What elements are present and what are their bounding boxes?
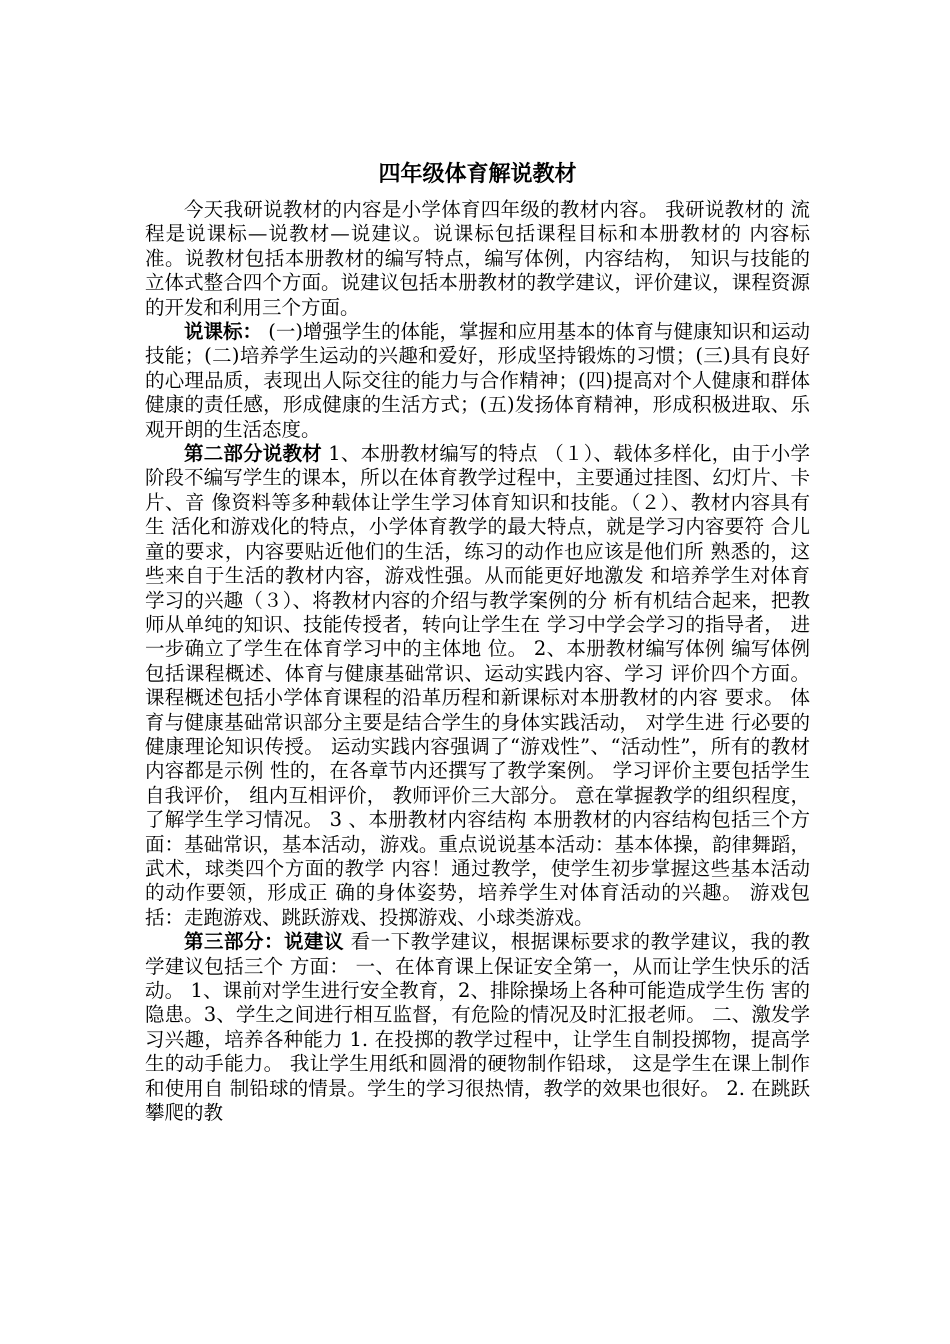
intro-paragraph bbox=[145, 198, 810, 320]
paragraph-text: 1、本册教材编写的特点 （１）、载体多样化，由于小学阶段不编写学生的课本，所以在体育教学过程中，主要通过挂图、幻灯片、卡片、音 像资料等多种载体让学生学习体育知识和技能。（２）、教材内容具有生 活化和游戏化的特点，小学体育教学的最大特点，就是学习内容要符 合儿童的要求，内容要贴近他们的生活，练习的动作也应该是他们所 熟悉的，这些来自于生活的教材内容，游戏性强。从而能更好地激发 和培养学生对体育学习的兴趣（３）、将教材内容的介绍与教学案例的分 析有机结合起来，把教师从单纯的知识、技能传授者，转向让学生在 学习中学会学习的指导者， 进一步确立了学生在体育学习中的主体地 位。 2、本册教材编写体例 编写体例包括课程概述、体育与健康基础常识、运动实践内容、学习 评价四个方面。 课程概述包括小学体育课程的沿革历程和新课标对本册教材的内容 要求。 体育与健康基础常识部分主要是结合学生的身体实践活动， 对学生进 行必要的健康理论知识传授。 运动实践内容强调了“游戏性”、“活动性”，所有的教材内容都是示例 性的，在各章节内还撰写了教学案例。 学习评价主要包括学生自我评价， 组内互相评价， 教师评价三大部分。 意在掌握教学的组织程度，了解学生学习情况。 3 、本册教材内容结构 本册教材的内容结构包括三个方面：基础常识，基本活动，游戏。重点说说基本活动：基本体操，韵律舞蹈，武术，球类四个方面的教学 内容！通过教学，使学生初步掌握这些基本活动的动作要领，形成正 确的身体姿势，培养学生对体育活动的兴趣。 游戏包括：走跑游戏、跳跃游戏、投掷游戏、小球类游戏。 bbox=[145, 442, 810, 929]
textbook-paragraph bbox=[145, 442, 810, 930]
document-body bbox=[145, 158, 810, 1125]
document-title: 四年级体育解说教材 bbox=[378, 162, 577, 187]
paragraph-text: (一)增强学生的体能，掌握和应用基本的体育与健康知识和运动技能；(二)培养学生运动的兴趣和爱好，形成坚持锻炼的习惯；(三)具有良好的心理品质，表现出人际交往的能力与合作精神；(四)提高对个人健康和群体健康的责任感，形成健康的生活方式；(五)发扬体育精神，形成积极进取、乐观开朗的生活态度。 bbox=[145, 320, 810, 441]
suggestion-paragraph bbox=[145, 930, 810, 1125]
curriculum-standard-paragraph bbox=[145, 320, 810, 442]
paragraph-text: 今天我研说教材的内容是小学体育四年级的教材内容。 我研说教材的 流程是说课标—说教材—说建议。说课标包括课程目标和本册教材的 内容标准。说教材包括本册教材的编写特点，编写体例，内容结构， 知识与技能的立体式整合四个方面。说建议包括本册教材的教学建议，评价建议，课程资源的开发和利用三个方面。 bbox=[145, 198, 810, 319]
paragraph-lead: 第三部分：说建议 bbox=[184, 930, 344, 954]
paragraph-text: 看一下教学建议，根据课标要求的教学建议，我的教学建议包括三个 方面： 一、在体育课上保证安全第一，从而让学生快乐的活动。 1、课前对学生进行安全教育，2、排除操场上各种可能造成学生伤 害的隐患。3、学生之间进行相互监督，有危险的情况及时汇报老师。 二、激发学习兴趣，培养各种能力 1. 在投掷的教学过程中，让学生自制投掷物，提高学生的动手能力。 我让学生用纸和圆滑的硬物制作铅球， 这是学生在课上制作和使用自 制铅球的情景。学生的学习很热情，教学的效果也很好。 2. 在跳跃攀爬的教 bbox=[145, 930, 810, 1125]
paragraph-lead: 第二部分说教材 bbox=[184, 442, 322, 466]
paragraph-lead: 说课标： bbox=[184, 320, 263, 344]
